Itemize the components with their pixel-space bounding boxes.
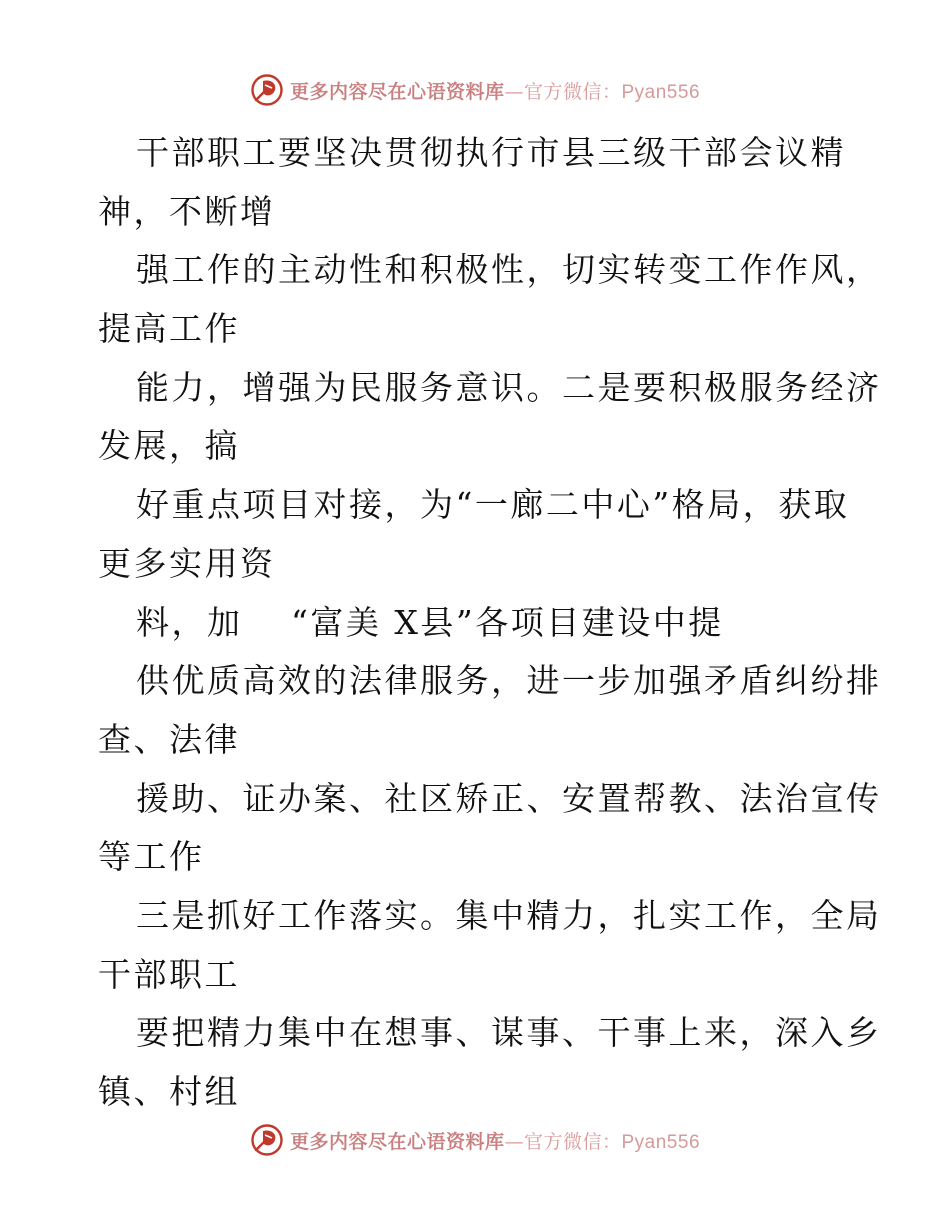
header-watermark: [0, 72, 950, 108]
text-line: 干部职工: [98, 954, 240, 994]
header-watermark-text: [290, 77, 700, 104]
text-line: 神，不断增: [98, 191, 276, 231]
watermark-brand: 更多内容尽在心语资料库: [289, 80, 505, 103]
watermark-suffix: 官方微信：: [523, 80, 622, 103]
watermark-suffix: 官方微信：: [523, 1130, 622, 1153]
watermark-brand: 更多内容尽在心语资料库: [289, 1130, 505, 1153]
text-line: 发展，搞: [98, 426, 240, 466]
text-line: 要把精力集中在想事、谋事、干事上来，深入乡: [136, 1013, 882, 1053]
text-line: 更多实用资: [98, 543, 276, 583]
text-line: 料，加 “富美 X县”各项目建设中提: [136, 602, 724, 642]
text-line: 查、法律: [98, 719, 240, 759]
text-line: 等工作: [98, 837, 205, 877]
text-line: 镇、村组: [98, 1072, 240, 1111]
text-line: 提高工作: [98, 309, 240, 349]
watermark-dash: —: [504, 1130, 524, 1153]
footer-watermark: [0, 1122, 950, 1158]
text-line: 好重点项目对接，为“一廊二中心”格局，获取: [136, 485, 850, 525]
footer-watermark-text: [290, 1127, 700, 1154]
document-body: [98, 124, 898, 1122]
watermark-dash: —: [504, 80, 524, 103]
text-line: 强工作的主动性和积极性，切实转变工作作风，: [136, 250, 882, 290]
text-line: 三是抓好工作落实。集中精力，扎实工作，全局: [136, 895, 882, 935]
logo-icon: [250, 1123, 284, 1157]
logo-icon: [250, 73, 284, 107]
text-line: 援助、证办案、社区矫正、安置帮教、法治宣传: [136, 778, 882, 818]
watermark-wechat-id: Pyan556: [621, 1131, 701, 1153]
watermark-wechat-id: Pyan556: [621, 81, 701, 103]
text-line: 供优质高效的法律服务，进一步加强矛盾纠纷排: [136, 661, 882, 701]
text-line: 能力，增强为民服务意识。二是要积极服务经济: [136, 367, 882, 407]
text-line: 干部职工要坚决贯彻执行市县三级干部会议精: [136, 133, 846, 172]
